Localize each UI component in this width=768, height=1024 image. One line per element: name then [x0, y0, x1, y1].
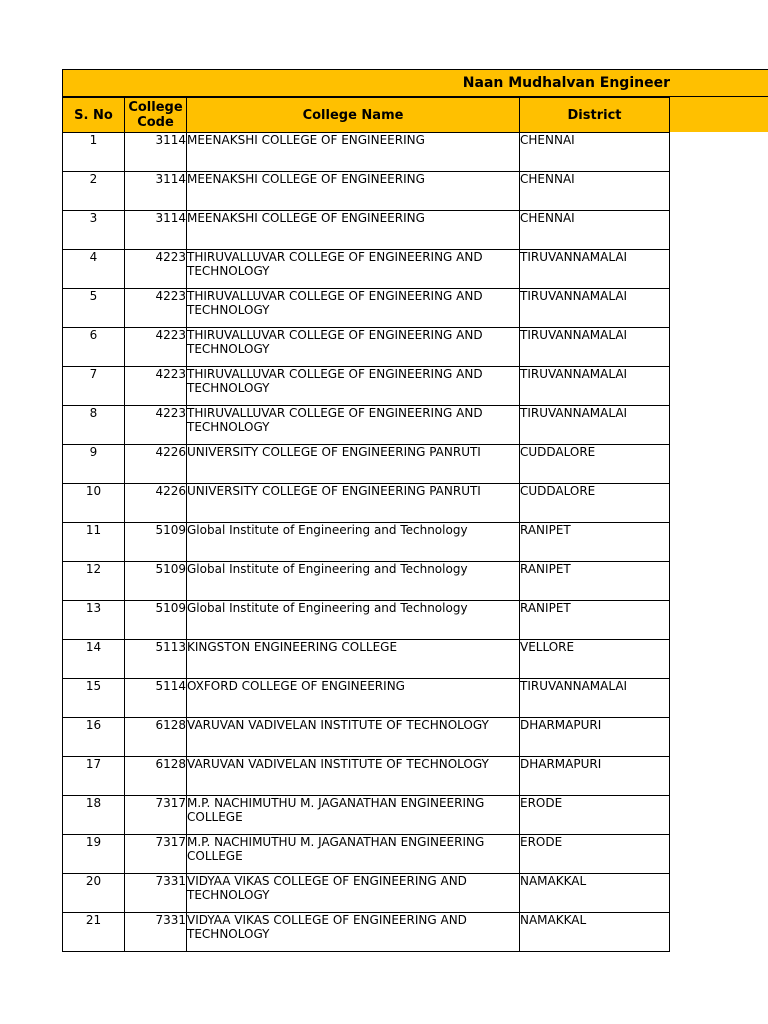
table-row	[63, 757, 670, 796]
college-table	[62, 97, 670, 952]
table-row	[63, 445, 670, 484]
district-cell: CHENNAI	[520, 211, 670, 250]
college-name-cell: MEENAKSHI COLLEGE OF ENGINEERING	[187, 133, 520, 172]
college-code-cell: 7317	[125, 796, 187, 835]
table-row	[63, 328, 670, 367]
title-banner	[62, 69, 768, 97]
college-name-cell: UNIVERSITY COLLEGE OF ENGINEERING PANRUTI	[187, 445, 520, 484]
sno-cell: 19	[63, 835, 125, 874]
table-row	[63, 874, 670, 913]
college-code-cell: 4226	[125, 484, 187, 523]
header-district: District	[520, 98, 670, 133]
college-code-cell: 4223	[125, 289, 187, 328]
header-sno: S. No	[63, 98, 125, 133]
header-college-name: College Name	[187, 98, 520, 133]
district-cell: ERODE	[520, 835, 670, 874]
district-cell: DHARMAPURI	[520, 718, 670, 757]
sno-cell: 18	[63, 796, 125, 835]
sno-cell: 6	[63, 328, 125, 367]
district-cell: TIRUVANNAMALAI	[520, 367, 670, 406]
sno-cell: 12	[63, 562, 125, 601]
sno-cell: 4	[63, 250, 125, 289]
college-code-cell: 7331	[125, 913, 187, 952]
table-row	[63, 523, 670, 562]
college-name-cell: OXFORD COLLEGE OF ENGINEERING	[187, 679, 520, 718]
college-name-cell: THIRUVALLUVAR COLLEGE OF ENGINEERING AND TECHNOLOGY	[187, 289, 520, 328]
college-name-cell: M.P. NACHIMUTHU M. JAGANATHAN ENGINEERING COLLEGE	[187, 835, 520, 874]
sno-cell: 8	[63, 406, 125, 445]
sno-cell: 15	[63, 679, 125, 718]
sno-cell: 21	[63, 913, 125, 952]
header-college-code: College Code	[125, 98, 187, 133]
table-row	[63, 913, 670, 952]
sno-cell: 9	[63, 445, 125, 484]
district-cell: CUDDALORE	[520, 484, 670, 523]
district-cell: TIRUVANNAMALAI	[520, 679, 670, 718]
table-row	[63, 211, 670, 250]
district-cell: CUDDALORE	[520, 445, 670, 484]
sno-cell: 1	[63, 133, 125, 172]
district-cell: RANIPET	[520, 601, 670, 640]
district-cell: RANIPET	[520, 562, 670, 601]
sno-cell: 16	[63, 718, 125, 757]
sno-cell: 2	[63, 172, 125, 211]
district-cell: DHARMAPURI	[520, 757, 670, 796]
sno-cell: 7	[63, 367, 125, 406]
district-cell: ERODE	[520, 796, 670, 835]
table-row	[63, 640, 670, 679]
district-cell: CHENNAI	[520, 133, 670, 172]
district-cell: RANIPET	[520, 523, 670, 562]
table-row	[63, 679, 670, 718]
college-code-cell: 4223	[125, 406, 187, 445]
header-row	[63, 98, 670, 133]
college-code-cell: 5109	[125, 562, 187, 601]
sno-cell: 11	[63, 523, 125, 562]
college-code-cell: 3114	[125, 133, 187, 172]
header-fill-extension	[669, 97, 768, 132]
college-name-cell: THIRUVALLUVAR COLLEGE OF ENGINEERING AND TECHNOLOGY	[187, 328, 520, 367]
table-row	[63, 367, 670, 406]
sheet-title: Naan Mudhalvan Engineer	[462, 75, 670, 91]
college-name-cell: M.P. NACHIMUTHU M. JAGANATHAN ENGINEERING COLLEGE	[187, 796, 520, 835]
college-name-cell: THIRUVALLUVAR COLLEGE OF ENGINEERING AND TECHNOLOGY	[187, 406, 520, 445]
college-name-cell: VIDYAA VIKAS COLLEGE OF ENGINEERING AND TECHNOLOGY	[187, 874, 520, 913]
sno-cell: 17	[63, 757, 125, 796]
table-row	[63, 133, 670, 172]
district-cell: NAMAKKAL	[520, 874, 670, 913]
college-name-cell: Global Institute of Engineering and Technology	[187, 523, 520, 562]
table-row	[63, 289, 670, 328]
college-code-cell: 5114	[125, 679, 187, 718]
college-name-cell: KINGSTON ENGINEERING COLLEGE	[187, 640, 520, 679]
table-row	[63, 250, 670, 289]
college-code-cell: 5109	[125, 601, 187, 640]
college-code-cell: 4223	[125, 328, 187, 367]
sno-cell: 13	[63, 601, 125, 640]
district-cell: CHENNAI	[520, 172, 670, 211]
college-code-cell: 4223	[125, 250, 187, 289]
college-name-cell: Global Institute of Engineering and Technology	[187, 601, 520, 640]
college-name-cell: THIRUVALLUVAR COLLEGE OF ENGINEERING AND TECHNOLOGY	[187, 367, 520, 406]
district-cell: TIRUVANNAMALAI	[520, 289, 670, 328]
table-row	[63, 796, 670, 835]
college-name-cell: MEENAKSHI COLLEGE OF ENGINEERING	[187, 172, 520, 211]
district-cell: TIRUVANNAMALAI	[520, 250, 670, 289]
table-row	[63, 484, 670, 523]
table-row	[63, 172, 670, 211]
college-name-cell: VIDYAA VIKAS COLLEGE OF ENGINEERING AND TECHNOLOGY	[187, 913, 520, 952]
table-row	[63, 718, 670, 757]
district-cell: NAMAKKAL	[520, 913, 670, 952]
college-code-cell: 5109	[125, 523, 187, 562]
college-name-cell: VARUVAN VADIVELAN INSTITUTE OF TECHNOLOGY	[187, 718, 520, 757]
table-body	[63, 133, 670, 952]
college-name-cell: THIRUVALLUVAR COLLEGE OF ENGINEERING AND TECHNOLOGY	[187, 250, 520, 289]
college-code-cell: 5113	[125, 640, 187, 679]
college-code-cell: 7331	[125, 874, 187, 913]
sno-cell: 20	[63, 874, 125, 913]
college-code-cell: 7317	[125, 835, 187, 874]
college-name-cell: VARUVAN VADIVELAN INSTITUTE OF TECHNOLOGY	[187, 757, 520, 796]
district-cell: TIRUVANNAMALAI	[520, 406, 670, 445]
sno-cell: 5	[63, 289, 125, 328]
college-code-cell: 6128	[125, 757, 187, 796]
college-code-cell: 3114	[125, 172, 187, 211]
district-cell: TIRUVANNAMALAI	[520, 328, 670, 367]
sno-cell: 14	[63, 640, 125, 679]
college-name-cell: UNIVERSITY COLLEGE OF ENGINEERING PANRUTI	[187, 484, 520, 523]
college-code-cell: 4226	[125, 445, 187, 484]
table-row	[63, 835, 670, 874]
sno-cell: 10	[63, 484, 125, 523]
table-row	[63, 406, 670, 445]
college-code-cell: 4223	[125, 367, 187, 406]
sno-cell: 3	[63, 211, 125, 250]
college-code-cell: 6128	[125, 718, 187, 757]
college-code-cell: 3114	[125, 211, 187, 250]
college-name-cell: Global Institute of Engineering and Technology	[187, 562, 520, 601]
table-row	[63, 562, 670, 601]
college-name-cell: MEENAKSHI COLLEGE OF ENGINEERING	[187, 211, 520, 250]
table-row	[63, 601, 670, 640]
district-cell: VELLORE	[520, 640, 670, 679]
